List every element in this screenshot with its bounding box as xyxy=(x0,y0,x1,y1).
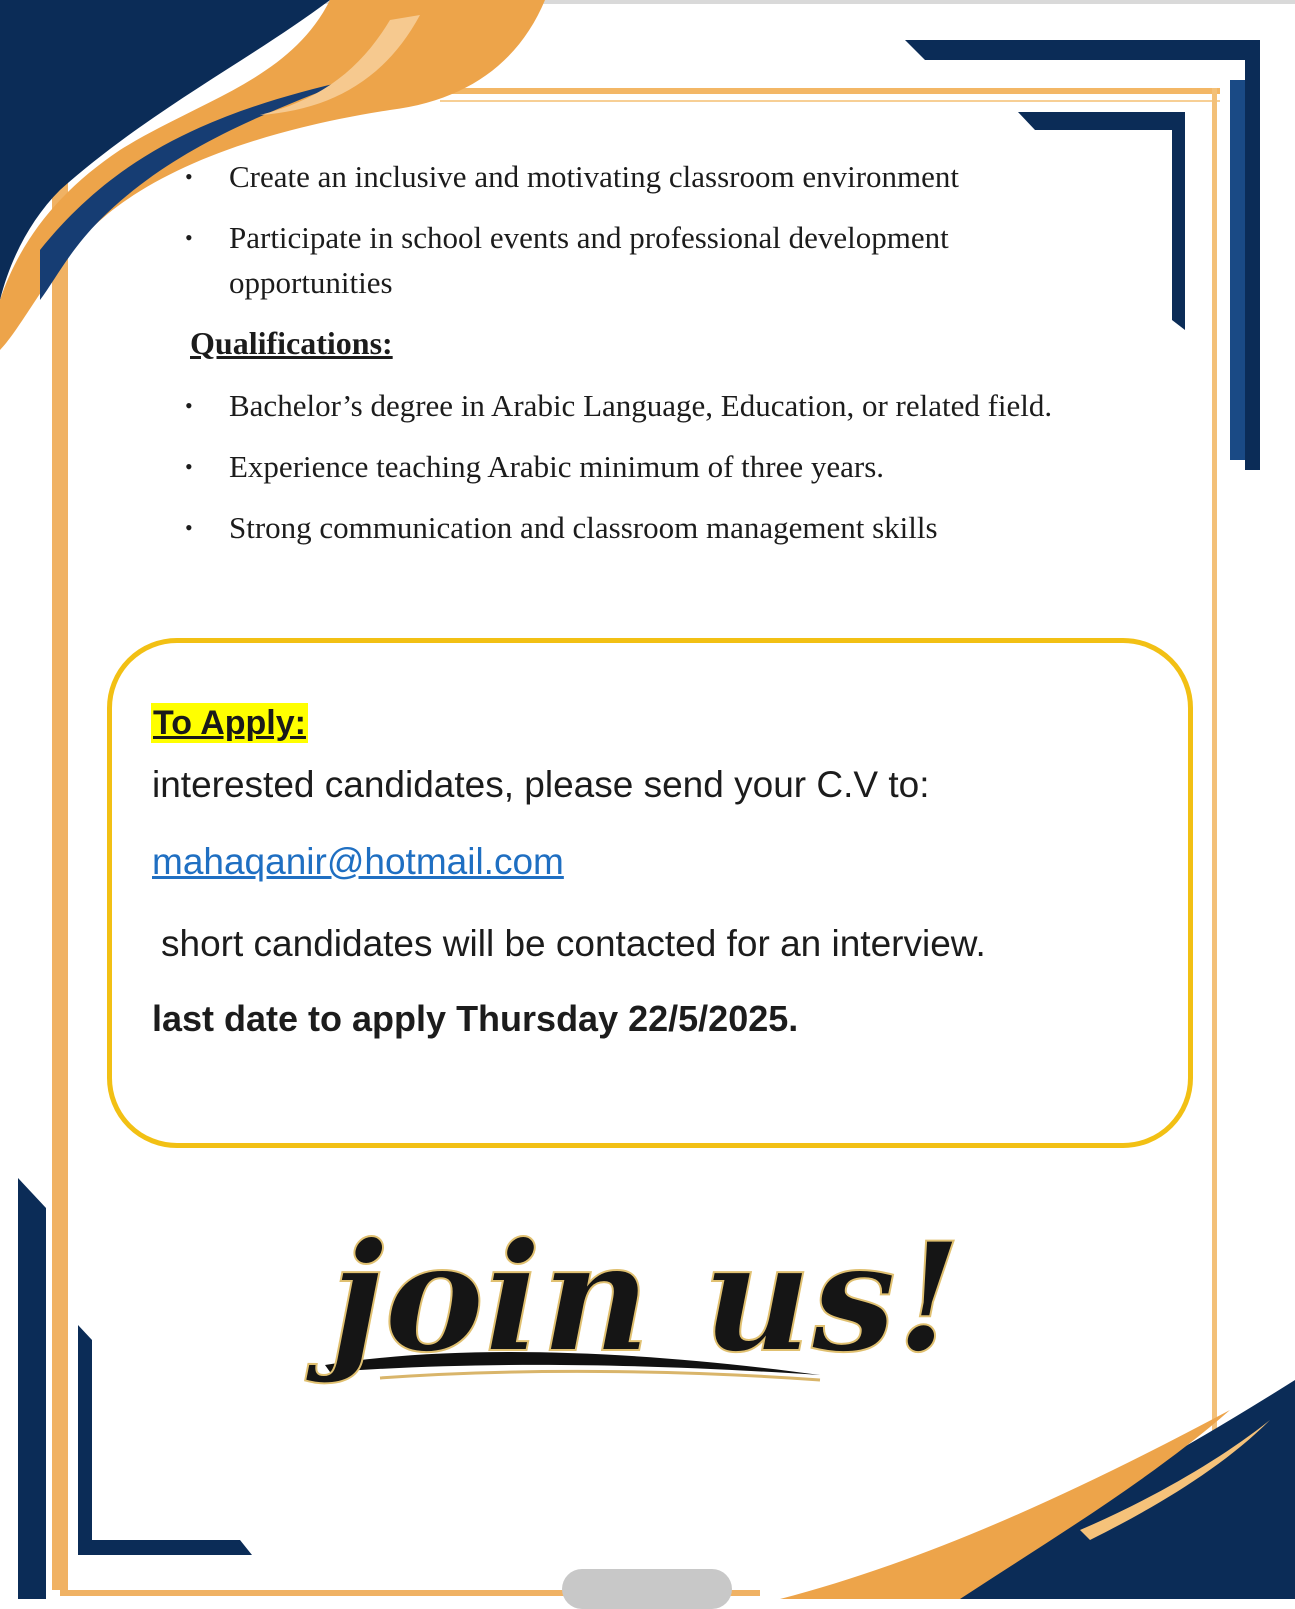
email-link[interactable]: mahaqanir@hotmail.com xyxy=(152,841,564,882)
join-us-lettering xyxy=(0,1200,1295,1440)
interview-note: short candidates will be contacted for an interview. xyxy=(161,923,986,964)
list-item: • Bachelor’s degree in Arabic Language, Education, or related field. xyxy=(185,383,1145,428)
join-us-text: join us! xyxy=(330,1210,962,1386)
responsibilities-list xyxy=(185,154,1065,305)
list-item: • Create an inclusive and motivating classroom environment xyxy=(185,154,1065,199)
apply-heading: To Apply: xyxy=(153,704,306,742)
apply-instruction: interested candidates, please send your C.V to: xyxy=(152,764,930,805)
qualifications-heading: Qualifications: xyxy=(190,325,393,361)
list-item: • Strong communication and classroom management skills xyxy=(185,505,1145,550)
list-item: • Participate in school events and professional development opportunities xyxy=(185,215,1065,305)
deadline-text: last date to apply Thursday 22/5/2025. xyxy=(152,998,799,1039)
page-indicator xyxy=(562,1569,732,1609)
qualifications-list xyxy=(185,383,1145,566)
list-item: • Experience teaching Arabic minimum of three years. xyxy=(185,444,1145,489)
